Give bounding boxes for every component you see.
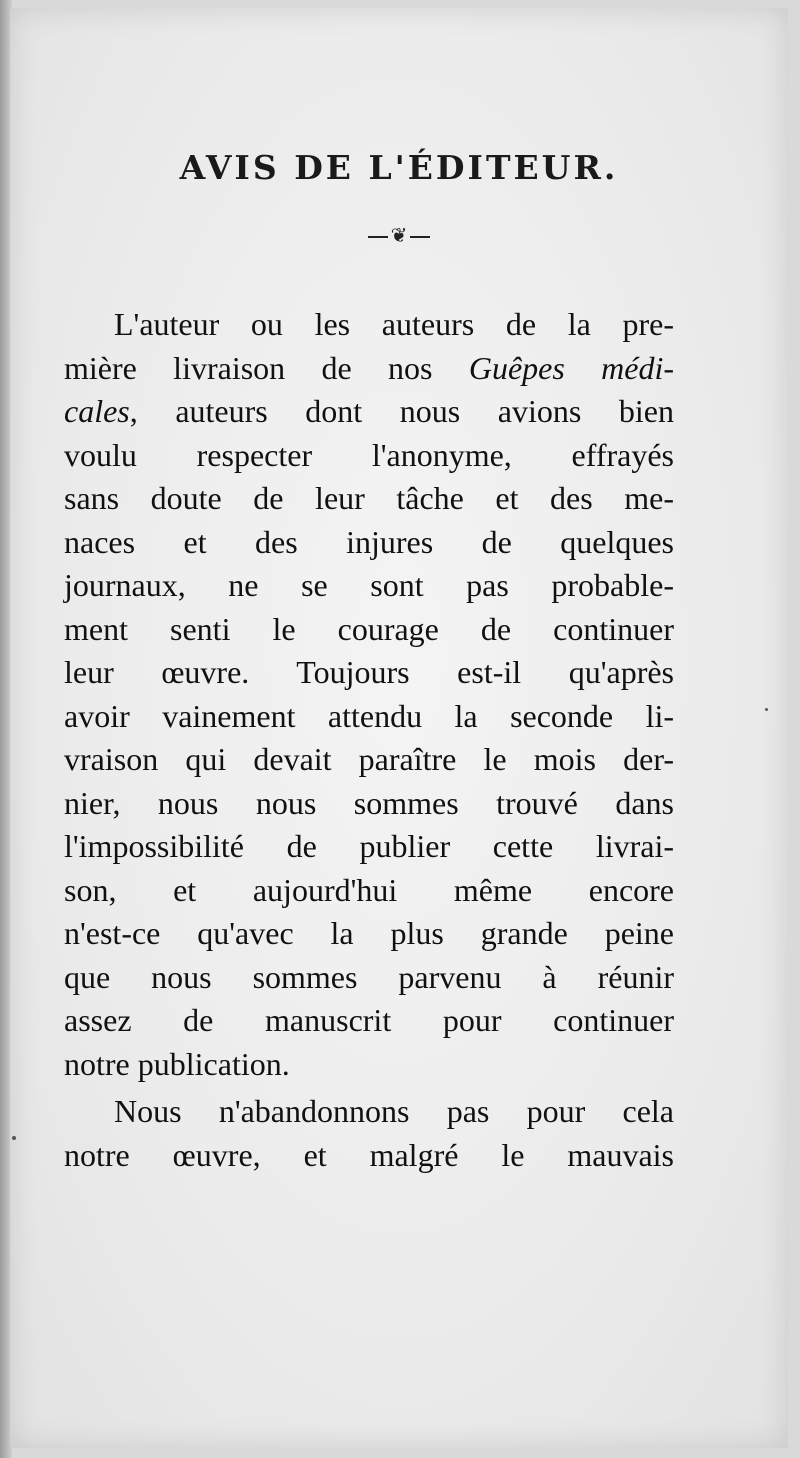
text-line: leur œuvre. Toujours est-il qu'après: [64, 654, 674, 690]
page-heading: AVIS DE L'ÉDITEUR.: [179, 148, 619, 187]
text-line: notre publication.: [64, 1045, 290, 1082]
text-line: assez de manuscrit pour continuer: [64, 1002, 674, 1038]
paragraph-1: [64, 303, 674, 1086]
ink-speck: [12, 1136, 16, 1140]
text-line: [64, 390, 674, 434]
text-line: son, et aujourd'hui même encore: [64, 871, 674, 908]
ornament-dash-left: [368, 236, 388, 238]
text-line: vraison qui devait paraître le mois der-: [64, 741, 674, 777]
ornament-divider: [10, 223, 788, 247]
text-run: , auteurs dont nous avions bien: [129, 393, 674, 429]
fleuron-icon: ❦: [390, 223, 408, 247]
book-page: [10, 8, 788, 1448]
ornament-dash-right: [410, 236, 430, 238]
text-line: notre œuvre, et malgré le mauvais: [64, 1136, 674, 1173]
text-line: sans doute de leur tâche et des me-: [64, 480, 674, 516]
text-line: naces et des injures de quelques: [64, 523, 674, 560]
text-line: ment senti le courage de continuer: [64, 610, 674, 647]
text-line: [64, 347, 674, 391]
text-line: L'auteur ou les auteurs de la pre-: [114, 306, 674, 342]
text-line: voulu respecter l'anonyme, effrayés: [64, 436, 674, 473]
text-line: n'est-ce qu'avec la plus grande peine: [64, 915, 674, 951]
text-line: que nous sommes parvenu à réunir: [64, 958, 674, 995]
text-run: mière livraison de nos: [64, 349, 469, 386]
text-line: Nous n'abandonnons pas pour cela: [114, 1093, 674, 1129]
text-line: avoir vainement attendu la seconde li-: [64, 697, 674, 734]
italic-title: Guêpes médi-: [468, 349, 675, 386]
paragraph-2: [64, 1090, 674, 1177]
body-text: [64, 303, 674, 1177]
ink-speck: [765, 708, 768, 711]
text-line: l'impossibilité de publier cette livrai-: [64, 828, 674, 864]
text-line: nier, nous nous sommes trouvé dans: [64, 784, 674, 821]
text-line: journaux, ne se sont pas probable-: [64, 567, 674, 603]
italic-title: cales: [64, 393, 130, 429]
